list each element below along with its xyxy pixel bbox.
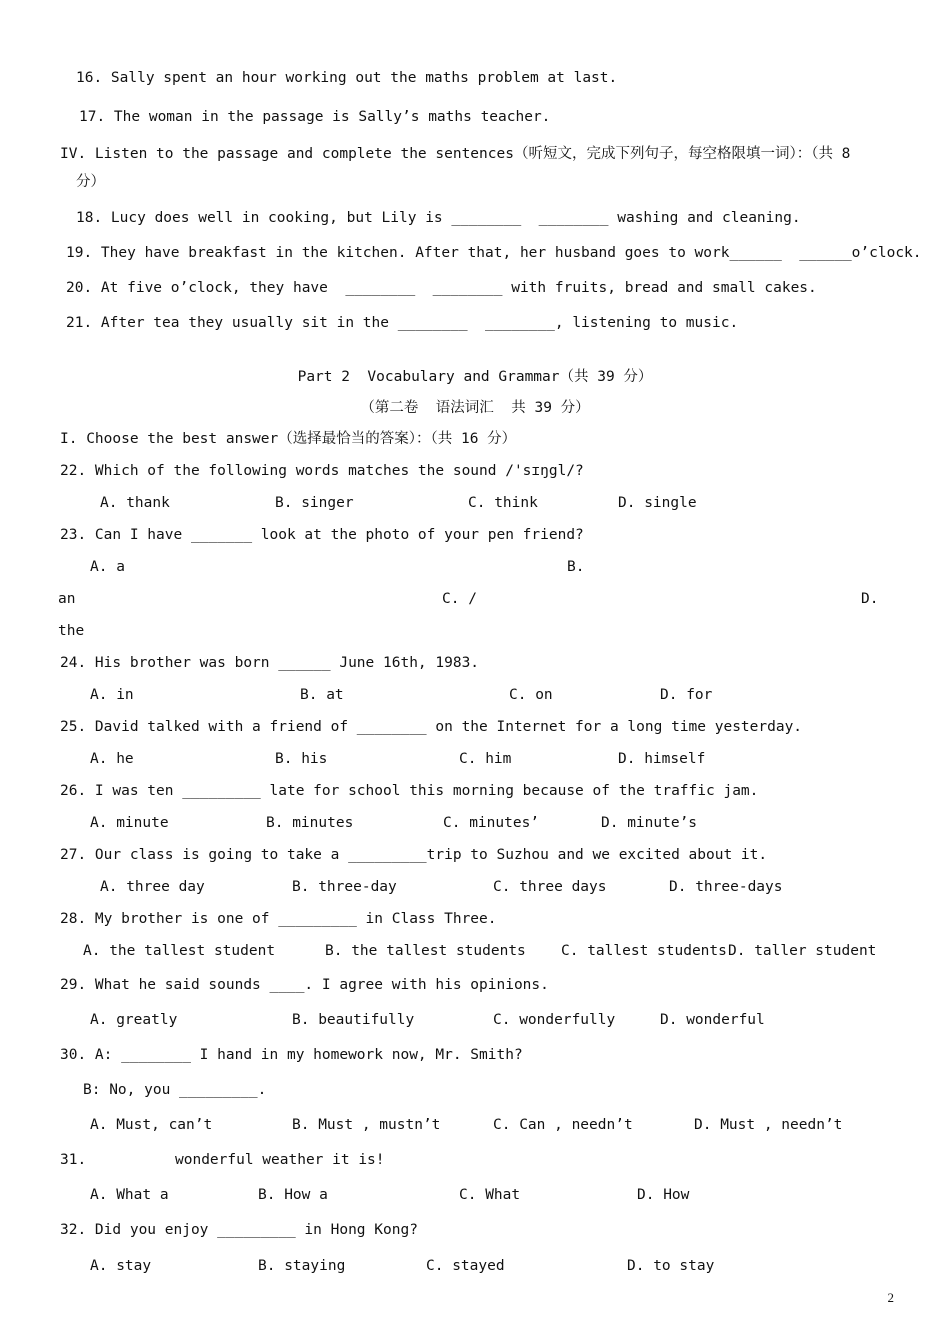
q25-option-b: B. his [275, 751, 328, 767]
question-18: 18. Lucy does well in cooking, but Lily is ________ ________ washing and cleaning. [76, 210, 801, 226]
question-31-number: 31. [60, 1152, 87, 1168]
q32-option-a: A. stay [90, 1258, 152, 1274]
q32-option-d: D. to stay [627, 1258, 715, 1274]
q27-option-c: C. three days [493, 879, 607, 895]
q23-option-c: C. / [442, 591, 477, 607]
section-1-heading: I. Choose the best answer（选择最恰当的答案）：（共 16 分） [60, 431, 517, 447]
q26-option-a: A. minute [90, 815, 169, 831]
q22-option-c: C. think [468, 495, 538, 511]
q26-option-d: D. minute’s [601, 815, 698, 831]
question-19: 19. They have breakfast in the kitchen. After that, her husband goes to work______ ______o’clock. [66, 245, 922, 261]
q31-option-b: B. How a [258, 1187, 328, 1203]
question-22: 22. Which of the following words matches the sound /'sɪŋgl/? [60, 463, 584, 479]
q32-option-b: B. staying [258, 1258, 346, 1274]
q27-option-b: B. three-day [292, 879, 397, 895]
q28-option-d: D. taller student [728, 943, 877, 959]
q27-option-d: D. three-days [669, 879, 783, 895]
q23-option-b-text: an [58, 591, 76, 607]
question-24: 24. His brother was born ______ June 16th, 1983. [60, 655, 480, 671]
q25-option-d: D. himself [618, 751, 706, 767]
question-26: 26. I was ten _________ late for school this morning because of the traffic jam. [60, 783, 759, 799]
q30-option-b: B. Must , mustn’t [292, 1117, 441, 1133]
q29-option-a: A. greatly [90, 1012, 178, 1028]
question-28: 28. My brother is one of _________ in Class Three. [60, 911, 497, 927]
q27-option-a: A. three day [100, 879, 205, 895]
part-2-title: Part 2 Vocabulary and Grammar（共 39 分） [297, 369, 653, 385]
question-29: 29. What he said sounds ____. I agree with his opinions. [60, 977, 549, 993]
q30-option-c: C. Can , needn’t [493, 1117, 633, 1133]
q22-option-b: B. singer [275, 495, 354, 511]
q24-option-a: A. in [90, 687, 134, 703]
q24-option-d: D. for [660, 687, 713, 703]
q24-option-b: B. at [300, 687, 344, 703]
q28-option-b: B. the tallest students [325, 943, 526, 959]
q25-option-c: C. him [459, 751, 512, 767]
question-21: 21. After tea they usually sit in the ________ ________, listening to music. [66, 315, 739, 331]
question-30-reply: B: No, you _________. [83, 1082, 267, 1098]
q22-option-d: D. single [618, 495, 697, 511]
q24-option-c: C. on [509, 687, 553, 703]
q23-option-b: B. [567, 559, 585, 575]
question-27: 27. Our class is going to take a _________trip to Suzhou and we excited about it. [60, 847, 768, 863]
q32-option-c: C. stayed [426, 1258, 505, 1274]
q23-option-a: A. a [90, 559, 125, 575]
q29-option-b: B. beautifully [292, 1012, 415, 1028]
section-4-heading: IV. Listen to the passage and complete the sentences（听短文，完成下列句子，每空格限填一词）：（共 8 [60, 146, 851, 162]
q29-option-d: D. wonderful [660, 1012, 765, 1028]
q23-option-d: D. [861, 591, 879, 607]
page-number: 2 [887, 1290, 894, 1305]
q31-option-a: A. What a [90, 1187, 169, 1203]
q23-option-d-text: the [58, 623, 85, 639]
q30-option-d: D. Must , needn’t [694, 1117, 843, 1133]
q30-option-a: A. Must, can’t [90, 1117, 213, 1133]
question-23: 23. Can I have _______ look at the photo of your pen friend? [60, 527, 584, 543]
question-30: 30. A: ________ I hand in my homework now, Mr. Smith? [60, 1047, 523, 1063]
question-31: wonderful weather it is! [175, 1152, 385, 1168]
q29-option-c: C. wonderfully [493, 1012, 616, 1028]
q25-option-a: A. he [90, 751, 134, 767]
question-25: 25. David talked with a friend of ________ on the Internet for a long time yesterday. [60, 719, 803, 735]
q31-option-d: D. How [637, 1187, 690, 1203]
question-32: 32. Did you enjoy _________ in Hong Kong? [60, 1222, 418, 1238]
q26-option-c: C. minutes’ [443, 815, 540, 831]
question-20: 20. At five o’clock, they have ________ ________ with fruits, bread and small cakes. [66, 280, 817, 296]
question-16: 16. Sally spent an hour working out the maths problem at last. [76, 70, 618, 86]
q26-option-b: B. minutes [266, 815, 354, 831]
q22-option-a: A. thank [100, 495, 170, 511]
part-2-subtitle: （第二卷 语法词汇 共 39 分） [360, 400, 590, 416]
section-4-heading-cont: 分） [76, 174, 105, 190]
q28-option-a: A. the tallest student [83, 943, 276, 959]
q31-option-c: C. What [459, 1187, 521, 1203]
q28-option-c: C. tallest students [561, 943, 727, 959]
question-17: 17. The woman in the passage is Sally’s maths teacher. [79, 109, 551, 125]
